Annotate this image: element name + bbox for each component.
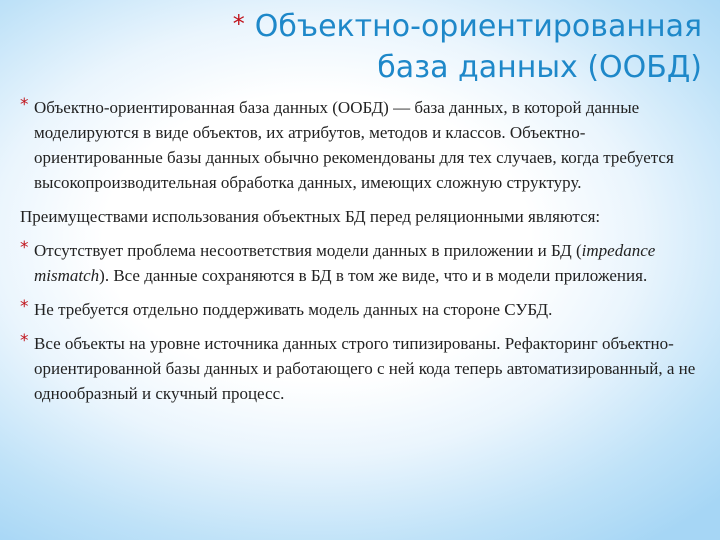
advantage-1-text-b: ). Все данные сохраняются в БД в том же виде, что и в модели приложения. bbox=[99, 266, 648, 285]
advantage-1-text-a: Отсутствует проблема несоответствия модели данных в приложении и БД ( bbox=[34, 241, 582, 260]
bullet-star: * bbox=[20, 95, 29, 115]
bullet-star: * bbox=[20, 331, 29, 351]
slide-body bbox=[20, 95, 710, 415]
title-bullet-star: * bbox=[232, 10, 245, 38]
advantage-item-3 bbox=[20, 331, 710, 406]
title-text-1: Объектно-ориентированная bbox=[254, 9, 702, 44]
definition-bullet bbox=[20, 95, 710, 195]
bullet-star: * bbox=[20, 297, 29, 317]
title-line-1 bbox=[232, 4, 702, 47]
advantage-item-1 bbox=[20, 238, 710, 288]
advantage-1-term: impedance mismatch bbox=[34, 241, 656, 285]
title-line-2: база данных (ООБД) bbox=[377, 50, 702, 85]
advantage-item-2 bbox=[20, 297, 710, 322]
bullet-star: * bbox=[20, 238, 29, 258]
slide-title bbox=[232, 4, 702, 88]
advantages-intro: Преимуществами использования объектных БД перед реляционными являются: bbox=[20, 207, 601, 226]
definition-text: Объектно-ориентированная база данных (ООБД) — база данных, в которой данные моделируются в виде объектов, их атрибутов, методов и классов. Объектно-ориентированные базы данных обычно рекомендованы для тех случаев, когда требуется высокопроизводительная обработка данных, имеющих сложную структуру. bbox=[34, 98, 674, 192]
advantage-2-text: Не требуется отдельно поддерживать модель данных на стороне СУБД. bbox=[34, 300, 553, 319]
advantage-3-text: Все объекты на уровне источника данных строго типизированы. Рефакторинг объектно-ориентированной базы данных и работающего с ней кода теперь автоматизированный, а не однообразный и скучный процесс. bbox=[34, 334, 696, 403]
